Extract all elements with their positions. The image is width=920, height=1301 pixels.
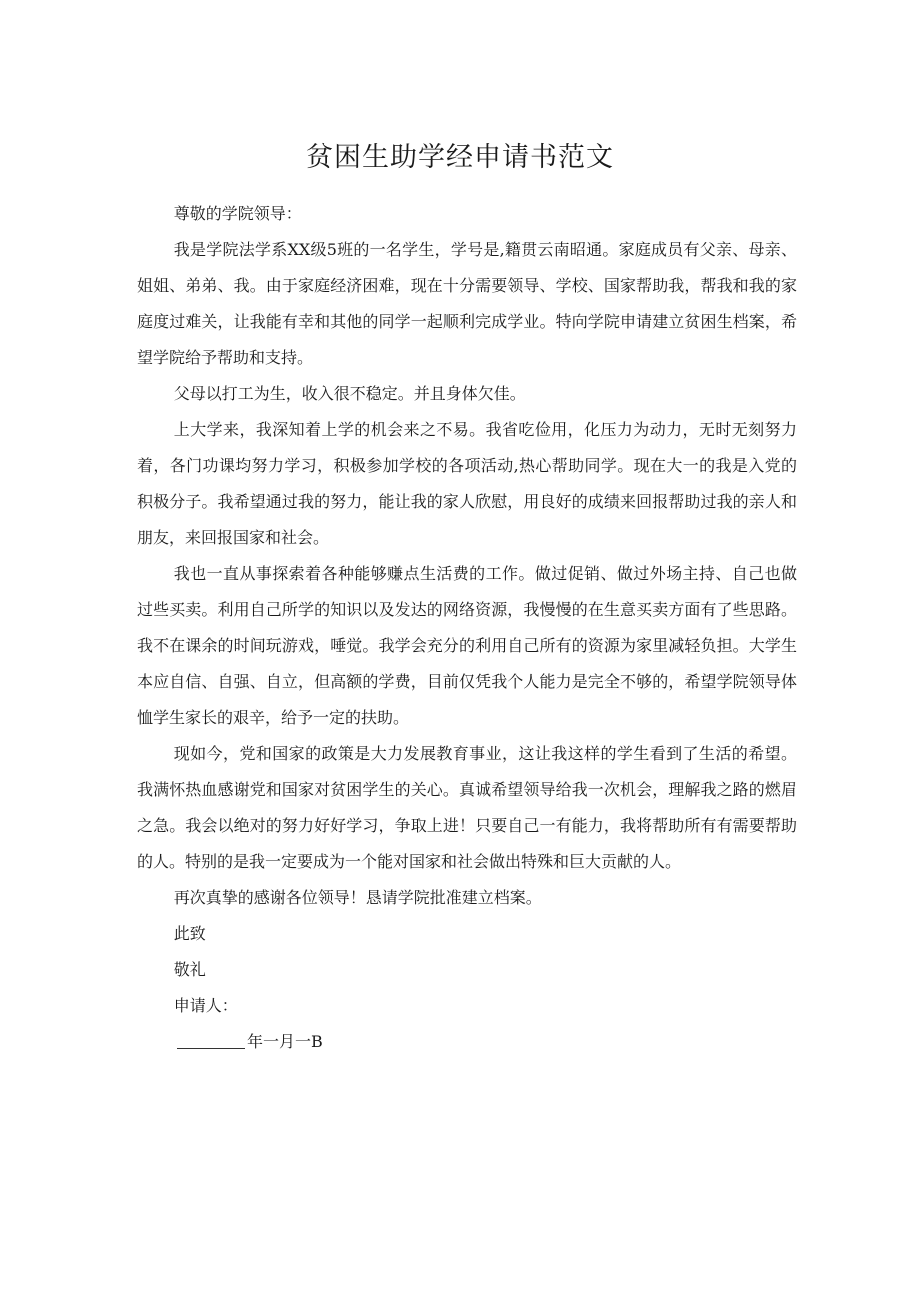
- date-line: [137, 1024, 797, 1060]
- paragraph-intro: 我是学院法学系XX级5班的一名学生，学号是,籍贯云南昭通。家庭成员有父亲、母亲、姐姐、弟弟、我。由于家庭经济困难，现在十分需要领导、学校、国家帮助我，帮我和我的家庭度过难关，让我能有幸和其他的同学一起顺利完成学业。特向学院申请建立贫困生档案，希望学院给予帮助和支持。: [137, 240, 797, 367]
- paragraph-work: 我也一直从事探索着各种能够赚点生活费的工作。做过促销、做过外场主持、自己也做过些买卖。利用自己所学的知识以及发达的网络资源，我慢慢的在生意买卖方面有了些思路。我不在课余的时间玩游戏，唾觉。我学会充分的利用自己所有的资源为家里减轻负担。大学生本应自信、自强、自立，但高额的学费，目前仅凭我个人能力是完全不够的，希望学院领导体恤学生家长的艰辛，给予一定的扶助。: [137, 564, 797, 727]
- document-title: 贫困生助学经申请书范文: [306, 142, 614, 173]
- date-suffix: 年一月一B: [247, 1032, 323, 1051]
- closing-jingli: 敬礼: [173, 960, 206, 979]
- paragraph-university: 上大学来，我深知着上学的机会来之不易。我省吃俭用，化压力为动力，无时无刻努力着，各门功课均努力学习，积极参加学校的各项活动,热心帮助同学。现在大一的我是入党的积极分子。我希望通过我的努力，能让我的家人欣慰，用良好的成绩来回报帮助过我的亲人和朋友，来回报国家和社会。: [137, 420, 797, 547]
- document-body: [137, 196, 797, 1060]
- date-blank: [177, 1032, 245, 1049]
- paragraph-parents: 父母以打工为生，收入很不稳定。并且身体欠佳。: [173, 384, 526, 403]
- paragraph-thanks: 再次真挚的感谢各位领导！恳请学院批准建立档案。: [173, 888, 542, 907]
- applicant-line: 申请人：: [173, 996, 238, 1015]
- salutation: 尊敬的学院领导：: [173, 204, 302, 223]
- closing-cizhi: 此致: [173, 924, 206, 943]
- paragraph-policy: 现如今，党和国家的政策是大力发展教育事业，这让我这样的学生看到了生活的希望。我满怀热血感谢党和国家对贫困学生的关心。真诚希望领导给我一次机会，理解我之路的燃眉之急。我会以绝对的努力好好学习，争取上进！只要自己一有能力，我将帮助所有有需要帮助的人。特别的是我一定要成为一个能对国家和社会做出特殊和巨大贡献的人。: [137, 744, 797, 871]
